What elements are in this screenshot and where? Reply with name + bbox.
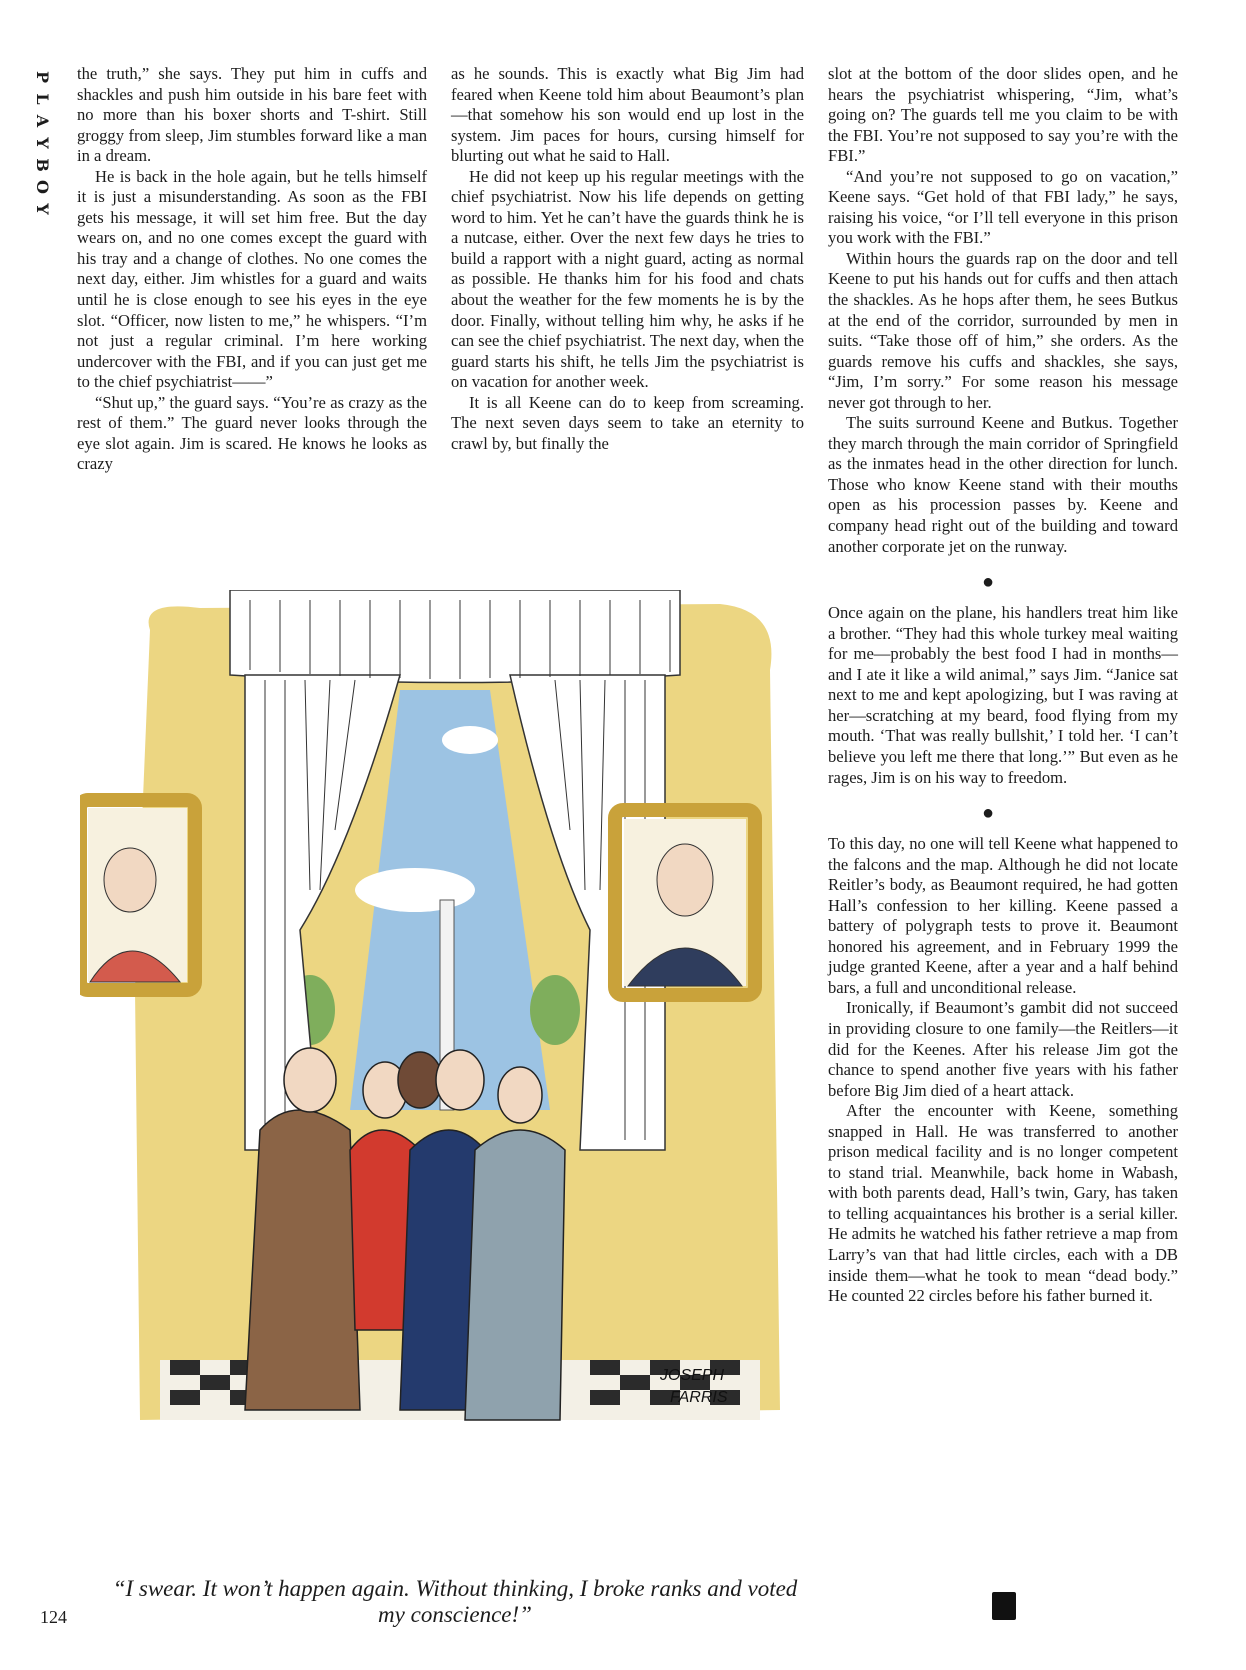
article-column-3 [828, 64, 1178, 1307]
logo-letter: A [33, 114, 52, 128]
logo-letter: Y [33, 203, 52, 215]
tree [530, 975, 580, 1045]
article-column-2 [451, 64, 804, 454]
right-portrait [615, 810, 755, 995]
paragraph: slot at the bottom of the door slides open, and he hears the psychiatrist whispering, “Jim, what’s going on? The guards tell me you claim to be with the FBI. You’re not supposed to say you’re with the FBI.” [828, 64, 1178, 166]
magazine-logo-vertical [33, 66, 51, 220]
cartoon-illustration [80, 590, 822, 1545]
paragraph: After the encounter with Keene, something snapped in Hall. He was transferred to another prison medical facility and is no longer competent to stand trial. Meanwhile, back home in Wabash, with both parents dead, Hall’s twin, Gary, has taken to telling acquaintances his brother is a serial killer. He admits he watched his father retrieve a map from Larry’s van that had little circles, each with a DB inside them—what he took to mean “dead body.” He counted 22 circles before his father burned it. [828, 1101, 1178, 1306]
paragraph: He did not keep up his regular meetings with the chief psychiatrist. Now his life depends on getting word to him. Yet he can’t have the guards think he is a nutcase, either. Over the next few days he tries to build a rapport with a night guard, acting as normal as possible. He thanks him for his food and chats about the weather for the few moments he is by the door. Finally, without telling him why, he asks if he can see the chief psychiatrist. The next day, when the guard starts his shift, he tells Jim the psychiatrist is on vacation for another week. [451, 166, 804, 392]
paragraph: “And you’re not supposed to go on vacation,” Keene says. “Get hold of that FBI lady,” he says, raising his voice, “or I’ll tell everyone in this prison you work with the FBI.” [828, 166, 1178, 248]
paragraph: He is back in the hole again, but he tells himself it is just a misunderstanding. As soon as the FBI gets his message, it will set him free. But the day wears on, and no one comes except the guard with his tray and a change of clothes. No one comes the next day, either. Jim whistles for a guard and waits until he is close enough to see his eyes in the eye slot. “Officer, now listen to me,” he whispers. “I’m not just a regular criminal. I’m here working undercover with the FBI, and if you can just get me to the chief psychiatrist——” [77, 166, 427, 392]
section-break-bullet: ● [981, 571, 995, 594]
section-break-bullet: ● [981, 802, 995, 825]
left-portrait [80, 800, 195, 990]
logo-letter: B [33, 158, 52, 172]
rabbit-head-icon [992, 1592, 1016, 1620]
cloud [442, 726, 498, 754]
artist-signature: JOSEPH [660, 1367, 725, 1384]
artist-signature: FARRIS [670, 1389, 728, 1406]
paragraph: the truth,” she says. They put him in cuffs and shackles and push him outside in his bare feet with no more than his boxer shorts and T-shirt. Still groggy from sleep, Jim stumbles forward like a man in a dream. [77, 64, 427, 166]
paragraph: Within hours the guards rap on the door and tell Keene to put his hands out for cuffs and then attach the shackles. As he hops after them, he sees Butkus at the end of the corridor, surrounded by men in suits. “Take those off of him,” she orders. As the guards remove his cuffs and shackles, she says, “Jim, I’m sorry.” For some reason his message never got through to her. [828, 248, 1178, 412]
logo-letter: Y [33, 137, 52, 149]
logo-letter: O [33, 180, 52, 194]
paragraph: “Shut up,” the guard says. “You’re as crazy as the rest of them.” The guard never looks through the eye slot again. Jim is scared. He knows he looks as crazy [77, 392, 427, 474]
cloud [355, 868, 475, 912]
paragraph: as he sounds. This is exactly what Big Jim had feared when Keene told him about Beaumont’s plan—that somehow his son would end up lost in the system. Jim paces for hours, cursing himself for blurting out what he said to Hall. [451, 64, 804, 166]
group-of-people [245, 1048, 565, 1420]
paragraph: It is all Keene can do to keep from screaming. The next seven days seem to take an eternity to crawl by, but finally the [451, 392, 804, 453]
paragraph: To this day, no one will tell Keene what happened to the falcons and the map. Although he did not locate Reitler’s body, as Beaumont required, he had gotten Hall’s confession to her killing. Keene passed a battery of polygraph tests to prove it. Beaumont honored his agreement, and in February 1999 the judge granted Keene, after a year and a half behind bars, a full and unconditional release. [828, 834, 1178, 997]
paragraph: Once again on the plane, his handlers treat him like a brother. “They had this whole turkey meal waiting for me—probably the best food I had in months—and I ate it like a wild animal,” says Jim. “Janice sat next to me and kept apologizing, but I was raving at her—scratching at my beard, food flying from my mouth. ‘That was really bullshit,’ I told her. ‘I can’t believe you left me there that long.’” But even as he rages, Jim is on his way to freedom. [828, 603, 1178, 787]
logo-letter: L [33, 93, 52, 105]
paragraph: The suits surround Keene and Butkus. Together they march through the main corridor of Springfield as the inmates head in the other direction for lunch. Those who know Keene stand with their mouths open as his procession passes by. Keene and company head right out of the building and toward another corporate jet on the runway. [828, 413, 1178, 556]
cartoon-caption: “I swear. It won’t happen again. Without thinking, I broke ranks and voted my conscience!” [112, 1576, 798, 1627]
article-column-1 [77, 64, 427, 475]
logo-letter: P [33, 70, 52, 84]
page-number: 124 [40, 1607, 67, 1627]
paragraph: Ironically, if Beaumont’s gambit did not succeed in providing closure to one family—the Reitlers—it did for the Keenes. After his release Jim got the chance to spend another five years with his father before Big Jim died of a heart attack. [828, 998, 1178, 1100]
